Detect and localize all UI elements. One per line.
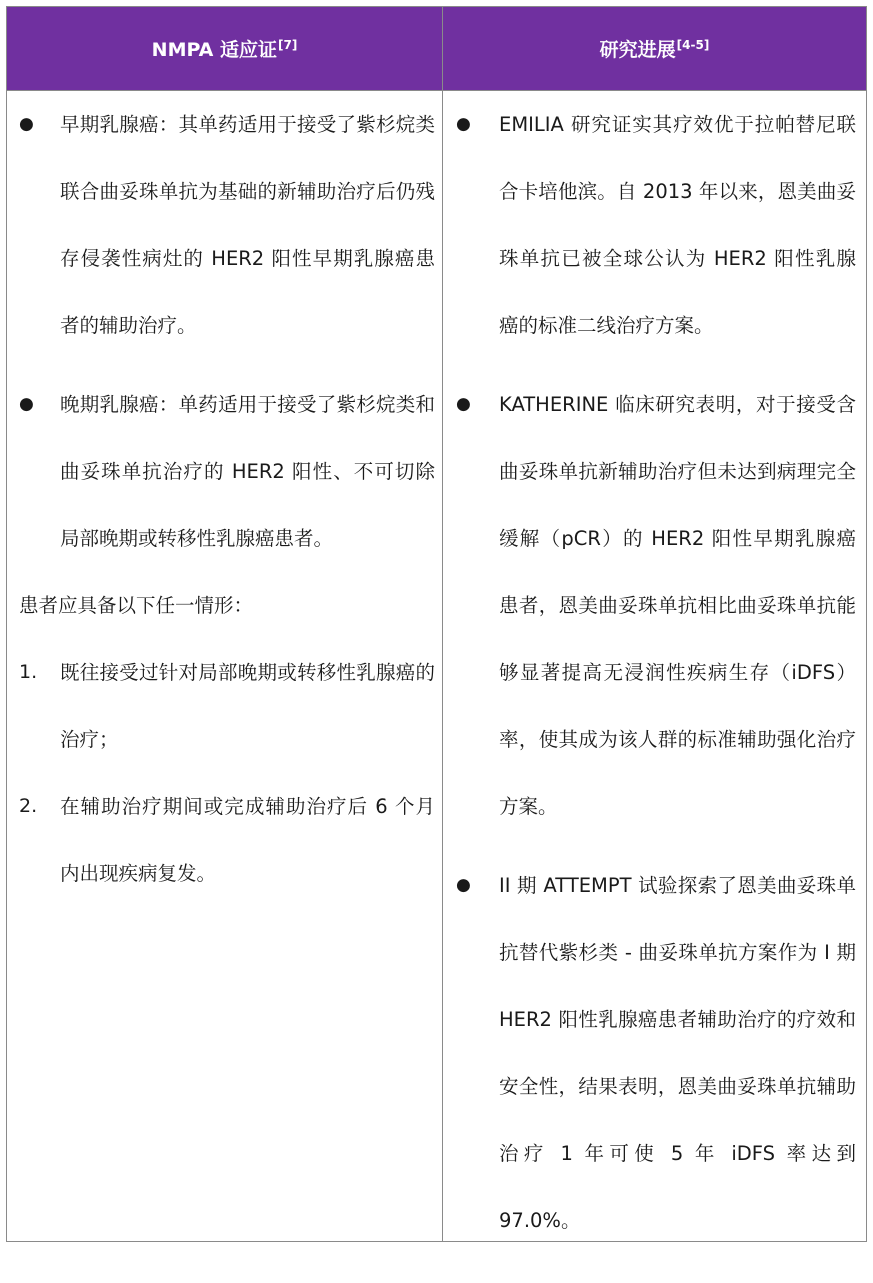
left-column-cell bbox=[7, 91, 442, 907]
criteria-text: 在辅助治疗期间或完成辅助治疗后 6 个月内出现疾病复发。 bbox=[60, 795, 435, 885]
right-bullet-text: II 期 ATTEMPT 试验探索了恩美曲妥珠单抗替代紫杉类 - 曲妥珠单抗方案作为 I 期 HER2 阳性乳腺癌患者辅助治疗的疗效和安全性，结果表明，恩美曲妥珠单抗辅助治疗 1 年可使 5 年 iDFS 率达到 97.0%。 bbox=[499, 874, 856, 1232]
list-item bbox=[443, 852, 866, 1254]
list-item bbox=[7, 371, 442, 572]
right-bullet-text: KATHERINE 临床研究表明，对于接受含曲妥珠单抗新辅助治疗但未达到病理完全缓解（pCR）的 HER2 阳性早期乳腺癌患者，恩美曲妥珠单抗相比曲妥珠单抗能够显著提高无浸润性疾病生存（iDFS）率，使其成为该人群的标准辅助强化治疗方案。 bbox=[499, 393, 856, 818]
list-item bbox=[443, 371, 866, 840]
comparison-table bbox=[6, 6, 867, 1242]
bullet-icon: ● bbox=[456, 394, 471, 414]
bullet-icon: ● bbox=[456, 114, 471, 134]
header-left-ref: [7] bbox=[277, 37, 298, 52]
left-bullet-text: 早期乳腺癌：其单药适用于接受了紫杉烷类联合曲妥珠单抗为基础的新辅助治疗后仍残存侵袭性病灶的 HER2 阳性早期乳腺癌患者的辅助治疗。 bbox=[60, 113, 435, 337]
criteria-intro: 患者应具备以下任一情形： bbox=[19, 594, 254, 617]
list-number: 1. bbox=[19, 661, 38, 683]
header-right-ref: [4-5] bbox=[676, 37, 710, 52]
criteria-text: 既往接受过针对局部晚期或转移性乳腺癌的治疗； bbox=[60, 661, 435, 751]
left-bullet-text: 晚期乳腺癌：单药适用于接受了紫杉烷类和曲妥珠单抗治疗的 HER2 阳性、不可切除局部晚期或转移性乳腺癌患者。 bbox=[60, 393, 435, 550]
list-item bbox=[7, 773, 442, 907]
list-item bbox=[7, 639, 442, 773]
list-number: 2. bbox=[19, 795, 38, 817]
header-nmpa-indications bbox=[7, 7, 442, 90]
bullet-icon: ● bbox=[19, 114, 34, 134]
right-column-cell bbox=[443, 91, 866, 1254]
list-item bbox=[7, 91, 442, 359]
right-bullet-text: EMILIA 研究证实其疗效优于拉帕替尼联合卡培他滨。自 2013 年以来，恩美曲妥珠单抗已被全球公认为 HER2 阳性乳腺癌的标准二线治疗方案。 bbox=[499, 113, 856, 337]
header-right-title: 研究进展 bbox=[599, 39, 676, 61]
bullet-icon: ● bbox=[19, 394, 34, 414]
table-header-row bbox=[7, 7, 866, 91]
list-item bbox=[443, 91, 866, 359]
header-left-title: NMPA 适应证 bbox=[151, 39, 277, 61]
bullet-icon: ● bbox=[456, 875, 471, 895]
header-research-progress bbox=[443, 7, 866, 90]
